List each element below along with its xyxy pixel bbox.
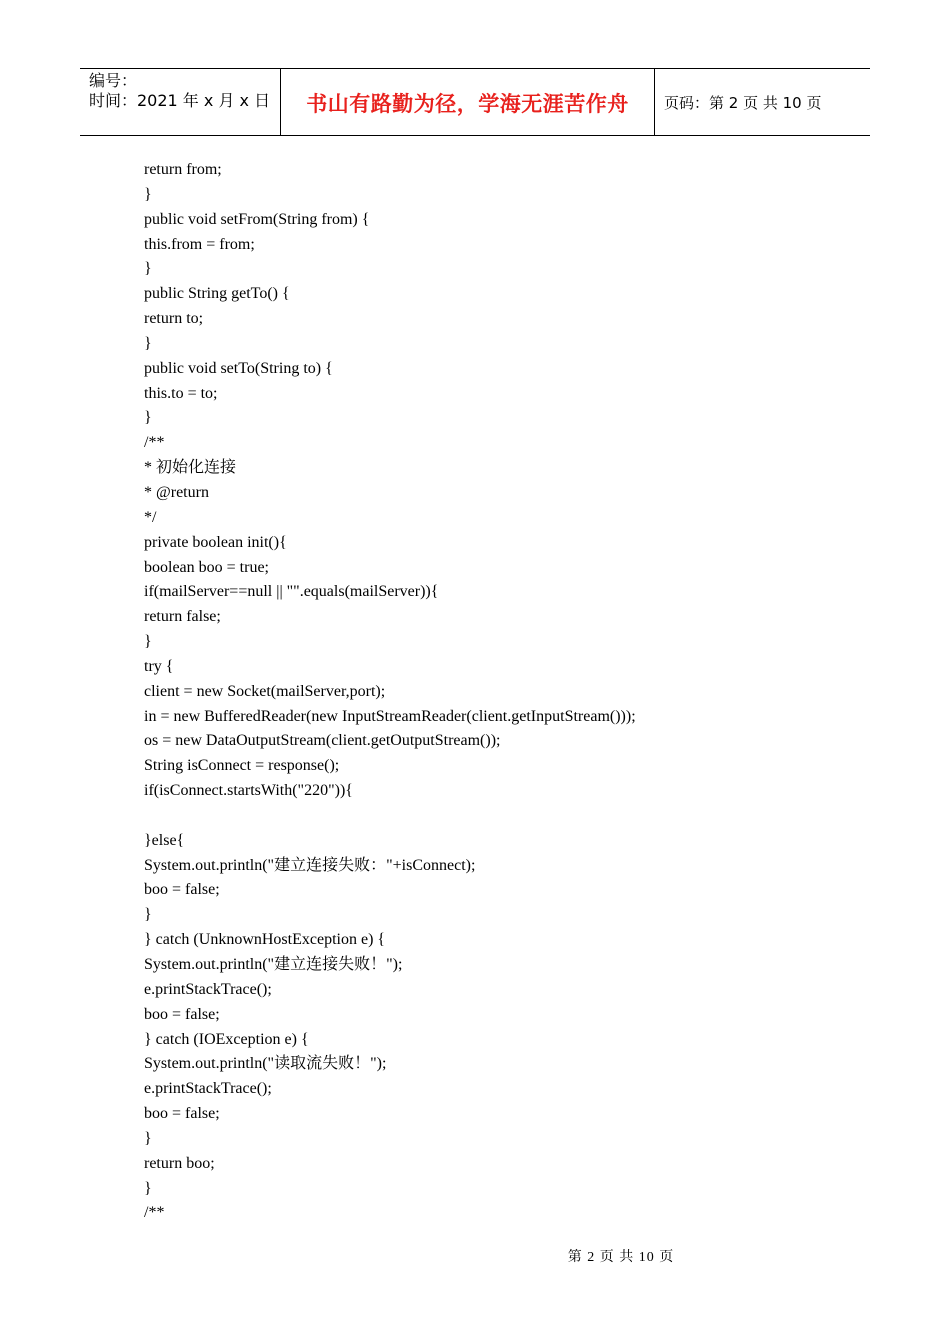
code-line: client = new Socket(mailServer,port);: [144, 682, 386, 700]
code-line: try {: [144, 657, 174, 675]
date-label: 时间：2021 年 x 月 x 日: [89, 91, 271, 110]
code-line: boo = false;: [144, 1105, 220, 1123]
code-line: }: [144, 185, 152, 203]
code-line: return to;: [144, 310, 204, 328]
code-line: }: [144, 906, 152, 924]
code-line: this.from = from;: [144, 235, 255, 253]
code-line: [144, 804, 636, 829]
code-line: }: [144, 260, 152, 278]
code-line: if(isConnect.startsWith("220")){: [144, 782, 353, 800]
motto-text: 书山有路勤为径，学海无涯苦作舟: [306, 92, 629, 116]
code-line: System.out.println("读取流失败！");: [144, 1055, 387, 1073]
code-line: public void setTo(String to) {: [144, 359, 333, 377]
code-line: boo = false;: [144, 1005, 220, 1023]
code-line: return from;: [144, 161, 222, 178]
header-page-cell: [655, 69, 870, 135]
code-line: }: [144, 1129, 152, 1147]
code-line: }else{: [144, 831, 185, 849]
code-line: } catch (IOException e) {: [144, 1030, 309, 1048]
code-line: e.printStackTrace();: [144, 980, 272, 998]
code-line: System.out.println("建立连接失败！");: [144, 956, 403, 973]
code-line: in = new BufferedReader(new InputStreamReader(client.getInputStream()));: [144, 707, 636, 725]
header-motto-cell: [281, 69, 655, 135]
code-line: boo = false;: [144, 881, 220, 899]
code-line: e.printStackTrace();: [144, 1080, 272, 1098]
code-line: }: [144, 334, 152, 352]
page-footer: 第 2 页 共 10 页: [567, 1250, 675, 1265]
page-label: 页码：第 2 页 共 10 页: [664, 93, 822, 112]
code-line: */: [144, 508, 157, 526]
code-line: os = new DataOutputStream(client.getOutputStream());: [144, 732, 501, 750]
code-line: } catch (UnknownHostException e) {: [144, 931, 386, 949]
document-header: [80, 68, 870, 136]
number-label: 编号：: [89, 71, 138, 90]
code-line: System.out.println("建立连接失败："+isConnect);: [144, 856, 476, 874]
code-line: return false;: [144, 608, 221, 626]
code-line: String isConnect = response();: [144, 757, 340, 775]
code-line: return boo;: [144, 1154, 215, 1172]
code-line: /**: [144, 434, 165, 452]
header-left-cell: [80, 69, 281, 135]
code-line: public void setFrom(String from) {: [144, 210, 370, 228]
code-line: /**: [144, 1204, 165, 1222]
code-line: public String getTo() {: [144, 285, 290, 303]
code-line: private boolean init(){: [144, 533, 287, 551]
code-listing: [144, 158, 636, 1226]
code-line: }: [144, 409, 152, 427]
code-line: }: [144, 1179, 152, 1197]
code-line: * 初始化连接: [144, 459, 237, 477]
code-line: boolean boo = true;: [144, 558, 269, 576]
code-line: this.to = to;: [144, 384, 218, 402]
code-line: }: [144, 633, 152, 651]
code-line: if(mailServer==null || "".equals(mailServer)){: [144, 583, 439, 601]
code-line: * @return: [144, 483, 209, 501]
